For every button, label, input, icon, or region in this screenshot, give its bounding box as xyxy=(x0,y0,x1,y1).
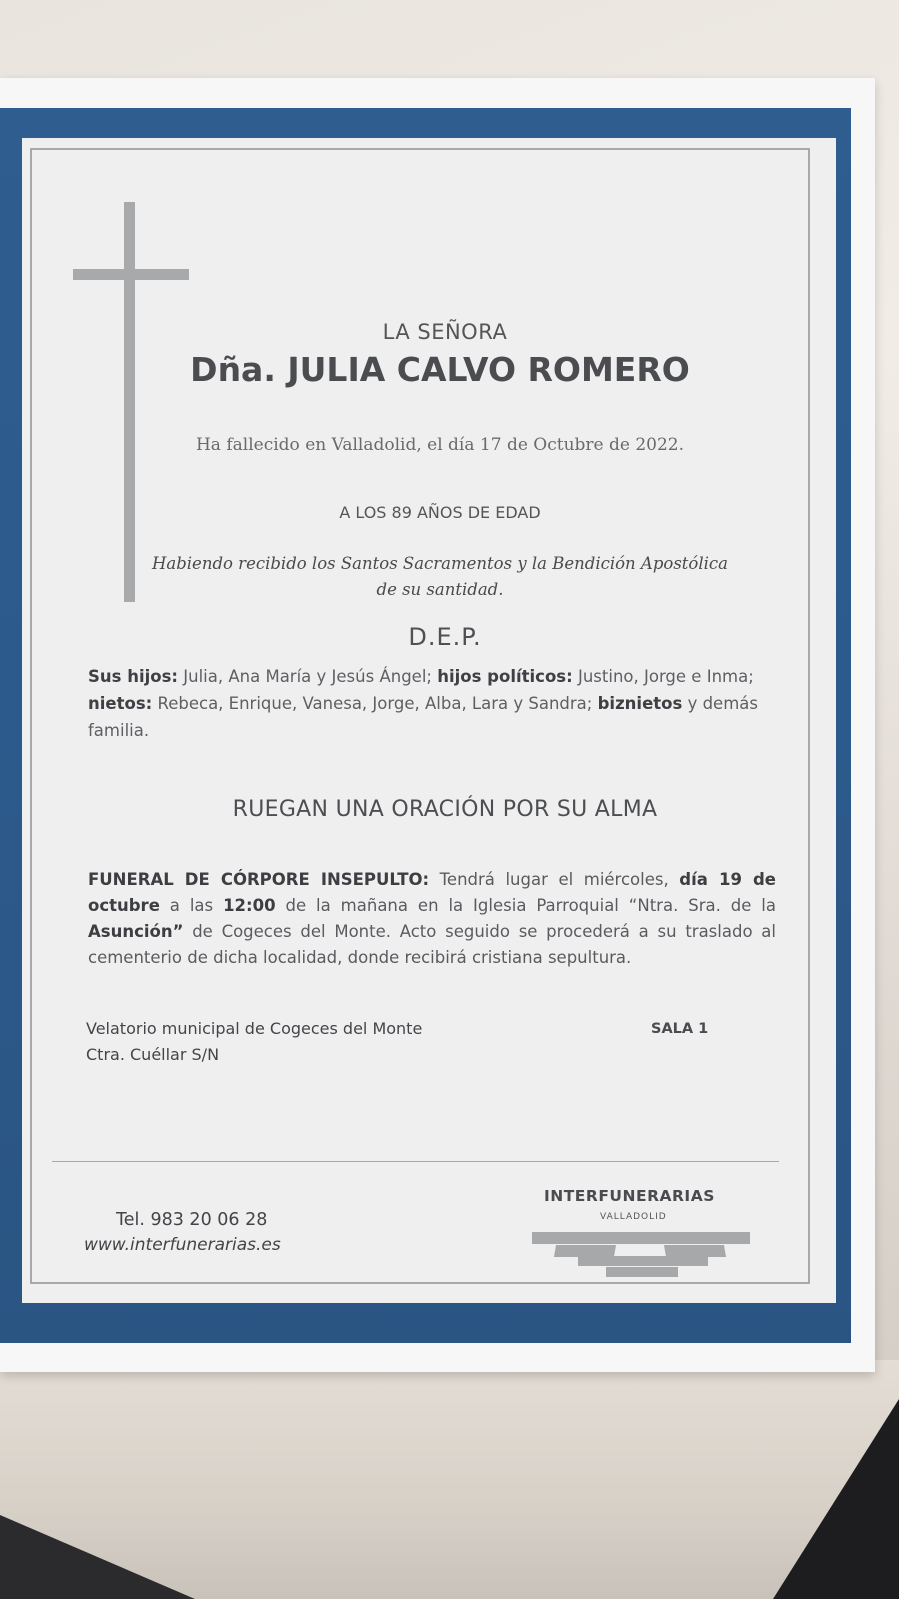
heading: LA SEÑORA xyxy=(382,320,508,344)
brand-name: INTERFUNERARIAS xyxy=(544,1187,715,1205)
table-surface xyxy=(0,1360,899,1599)
brand-logo-icon xyxy=(606,1267,678,1277)
wake-room: SALA 1 xyxy=(651,1021,709,1037)
sacraments-line-1: Habiendo recibido los Santos Sacramentos y la Bendición Apostólica xyxy=(151,554,729,573)
funeral-label: FUNERAL DE CÓRPORE INSEPULTO: xyxy=(88,870,430,889)
cross-icon xyxy=(73,269,189,280)
brand-logo-icon xyxy=(578,1256,708,1266)
age-line: A LOS 89 AÑOS DE EDAD xyxy=(339,503,541,522)
grandchildren-names: Rebeca, Enrique, Vanesa, Jorge, Alba, Lara y Sandra; xyxy=(152,694,598,713)
rest-of-family: y demás familia. xyxy=(88,694,758,740)
sacraments-text xyxy=(120,551,760,603)
funeral-text: a las xyxy=(159,896,224,915)
church-name-end: Asunción” xyxy=(88,922,184,941)
funeral-text: de Cogeces del Monte. Acto seguido se procederá a su traslado al cementerio de dicha localidad, donde recibirá cristiana sepultura. xyxy=(88,922,776,967)
family-paragraph xyxy=(88,663,768,744)
dep-mark: D.E.P. xyxy=(408,623,482,651)
wake-address: Ctra. Cuéllar S/N xyxy=(86,1045,220,1064)
funeral-time: 12:00 xyxy=(223,896,276,915)
cross-icon xyxy=(124,202,135,602)
funeral-paragraph xyxy=(88,867,776,971)
wake-location xyxy=(86,1016,422,1068)
grandchildren-label: nietos: xyxy=(88,694,153,713)
children-label: Sus hijos: xyxy=(88,667,179,686)
great-grandchildren-label: biznietos xyxy=(597,694,683,713)
brand-logo-icon xyxy=(532,1232,750,1244)
in-laws-names: Justino, Jorge e Inma; xyxy=(572,667,754,686)
footer-divider xyxy=(52,1161,779,1162)
deceased-name: Dña. JULIA CALVO ROMERO xyxy=(190,350,690,389)
death-announcement: Ha fallecido en Valladolid, el día 17 de Octubre de 2022. xyxy=(195,435,685,455)
sacraments-line-2: de su santidad. xyxy=(376,580,504,599)
brand-city: VALLADOLID xyxy=(600,1212,667,1222)
funeral-date: día 19 de octubre xyxy=(88,870,776,915)
phone-number: Tel. 983 20 06 28 xyxy=(116,1210,268,1230)
wake-place: Velatorio municipal de Cogeces del Monte xyxy=(86,1019,423,1038)
website-link: www.interfunerarias.es xyxy=(84,1235,281,1255)
funeral-text: de la mañana en la Iglesia Parroquial “Ntra. Sra. de la xyxy=(275,896,777,915)
funeral-text: Tendrá lugar el miércoles, xyxy=(429,870,680,889)
prayer-request: RUEGAN UNA ORACIÓN POR SU ALMA xyxy=(232,797,658,822)
in-laws-label: hijos políticos: xyxy=(437,667,573,686)
children-names: Julia, Ana María y Jesús Ángel; xyxy=(178,667,438,686)
